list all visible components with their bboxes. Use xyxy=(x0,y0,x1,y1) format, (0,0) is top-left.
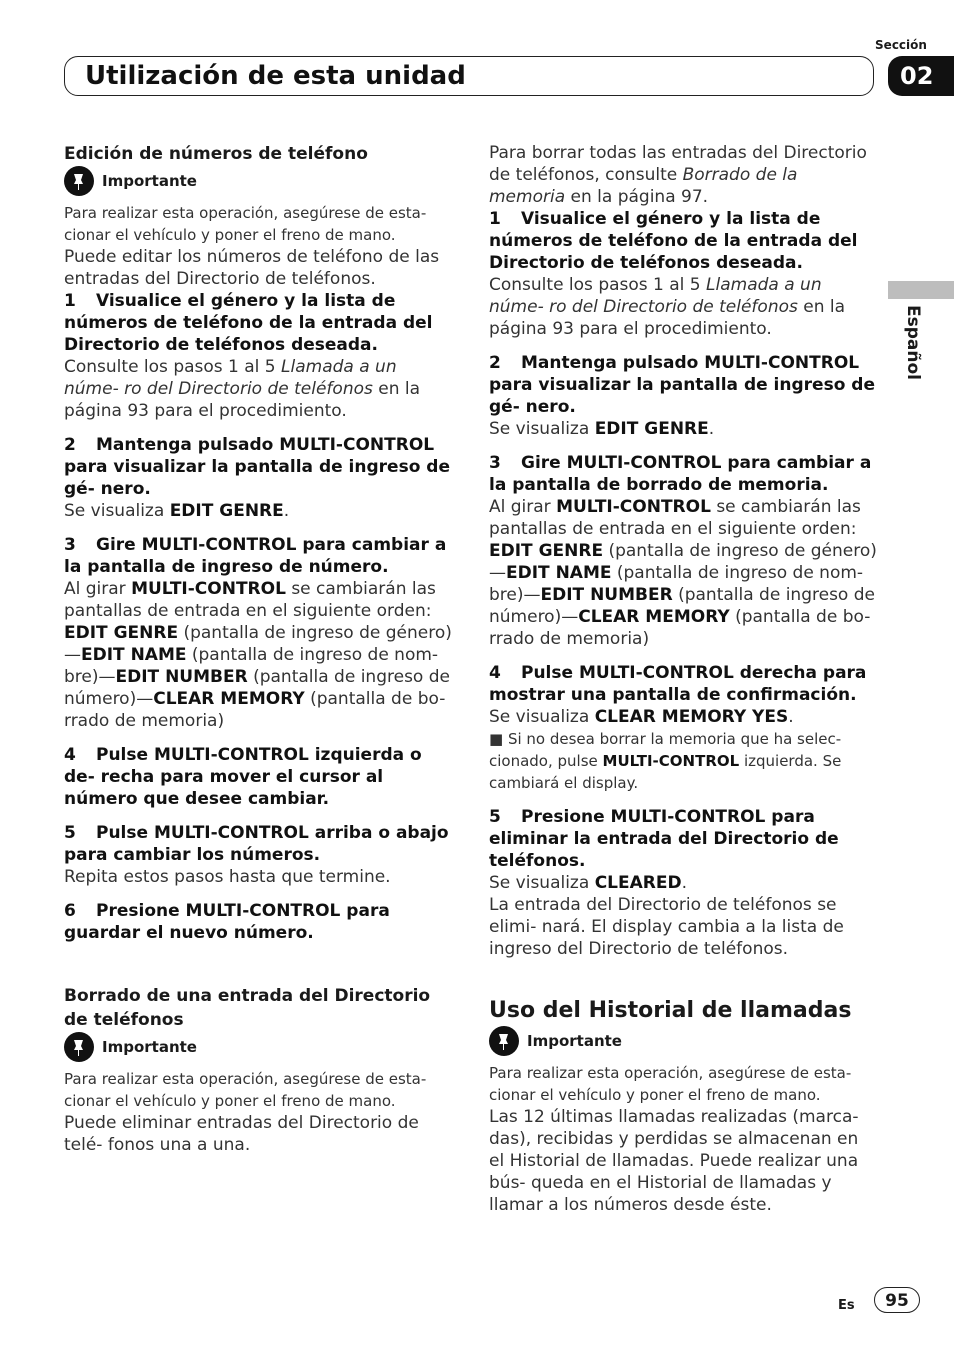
important-label: Importante xyxy=(527,1032,622,1050)
step-title: 1 Visualice el género y la lista de números de teléfono de la entrada del Directorio de teléfonos deseada. xyxy=(489,209,858,273)
important-callout xyxy=(64,1032,452,1062)
outro-paragraph: Las 12 últimas llamadas realizadas (marca- das), recibidas y perdidas se almacenan en el Historial de llamadas. Puede realizar una bús- queda en el Historial de llamadas y llamar a los números desde éste. xyxy=(489,1107,859,1215)
step-text: Repita estos pasos hasta que termine. xyxy=(64,867,391,887)
step-text: Consulte los pasos 1 al 5 Llamada a un núme- ro del Directorio de teléfonos en la página 93 para el procedimiento. xyxy=(64,357,421,421)
step-text: Se visualiza EDIT GENRE. xyxy=(64,501,290,521)
step xyxy=(489,806,877,960)
important-text: Para realizar esta operación, asegúrese de esta- cionar el vehículo y poner el freno de mano. xyxy=(64,1070,427,1110)
footer-language: Es xyxy=(838,1298,855,1313)
heading-delete-entry: Borrado de una entrada del Directorio de teléfonos xyxy=(64,986,431,1030)
step xyxy=(489,208,877,340)
step-title: 3 Gire MULTI-CONTROL para cambiar a la pantalla de ingreso de número. xyxy=(64,535,447,577)
step-title: 2 Mantenga pulsado MULTI-CONTROL para visualizar la pantalla de ingreso de gé- nero. xyxy=(489,353,875,417)
step-text: La entrada del Directorio de teléfonos se elimi- nará. El display cambia a la lista de ingreso del Directorio de teléfonos. xyxy=(489,895,844,959)
important-text: Para realizar esta operación, asegúrese de esta- cionar el vehículo y poner el freno de mano. xyxy=(489,1064,852,1104)
step xyxy=(489,452,877,650)
important-text: Para realizar esta operación, asegúrese de esta- cionar el vehículo y poner el freno de mano. xyxy=(64,204,427,244)
header-bar xyxy=(64,56,874,96)
heading-call-history: Uso del Historial de llamadas xyxy=(489,998,852,1023)
intro-paragraph: Puede editar los números de teléfono de las entradas del Directorio de teléfonos. xyxy=(64,247,440,289)
step-text: Al girar MULTI-CONTROL se cambiarán las pantallas de entrada en el siguiente orden: EDIT GENRE (pantalla de ingreso de género) —EDIT NAME (pantalla de ingreso de nom- bre)—EDIT NUMBER (pantalla de ingreso de número)—CLEAR MEMORY (pantalla de bo- rrado de memoria) xyxy=(64,579,452,731)
step-text: Se visualiza EDIT GENRE. xyxy=(489,419,715,439)
step xyxy=(64,290,452,422)
important-pin-icon xyxy=(64,1032,94,1062)
step-text: Se visualiza CLEARED. xyxy=(489,873,687,893)
step xyxy=(64,822,452,888)
step-title: 5 Presione MULTI-CONTROL para eliminar la entrada del Directorio de teléfonos. xyxy=(489,807,839,871)
step-title: 6 Presione MULTI-CONTROL para guardar el nuevo número. xyxy=(64,901,390,943)
left-column xyxy=(64,142,452,1156)
step-note: ■ Si no desea borrar la memoria que ha selec- cionado, pulse MULTI-CONTROL izquierda. Se cambiará el display. xyxy=(489,730,842,792)
right-column xyxy=(489,142,877,1216)
step-title: 4 Pulse MULTI-CONTROL izquierda o de- recha para mover el cursor al número que desee cambiar. xyxy=(64,745,422,809)
language-tab-bar xyxy=(888,281,954,299)
intro-paragraph: Puede eliminar entradas del Directorio de telé- fonos una a una. xyxy=(64,1113,419,1155)
section-number: 02 xyxy=(888,56,954,96)
step-title: 1 Visualice el género y la lista de números de teléfono de la entrada del Directorio de teléfonos deseada. xyxy=(64,291,433,355)
step xyxy=(489,662,877,794)
page-number: 95 xyxy=(874,1287,920,1313)
step-text: Consulte los pasos 1 al 5 Llamada a un núme- ro del Directorio de teléfonos en la página 93 para el procedimiento. xyxy=(489,275,846,339)
step xyxy=(64,744,452,810)
intro-paragraph: Para borrar todas las entradas del Directorio de teléfonos, consulte Borrado de la memoria en la página 97. xyxy=(489,143,867,207)
step xyxy=(64,900,452,944)
important-label: Importante xyxy=(102,172,197,190)
important-pin-icon xyxy=(489,1026,519,1056)
bullet-icon: ■ xyxy=(489,730,504,748)
section-label: Sección xyxy=(875,38,927,52)
step xyxy=(489,352,877,440)
step xyxy=(64,434,452,522)
important-callout xyxy=(489,1026,877,1056)
step-text: Al girar MULTI-CONTROL se cambiarán las pantallas de entrada en el siguiente orden: EDIT GENRE (pantalla de ingreso de género) —EDIT NAME (pantalla de ingreso de nom- bre)—EDIT NUMBER (pantalla de ingreso de número)—CLEAR MEMORY (pantalla de bo- rrado de memoria) xyxy=(489,497,877,649)
page-title: Utilización de esta unidad xyxy=(85,61,466,91)
important-pin-icon xyxy=(64,166,94,196)
important-callout xyxy=(64,166,452,196)
heading-edit-numbers: Edición de números de teléfono xyxy=(64,144,368,164)
step xyxy=(64,534,452,732)
important-label: Importante xyxy=(102,1038,197,1056)
step-title: 2 Mantenga pulsado MULTI-CONTROL para visualizar la pantalla de ingreso de gé- nero. xyxy=(64,435,450,499)
step-title: 5 Pulse MULTI-CONTROL arriba o abajo para cambiar los números. xyxy=(64,823,449,865)
language-tab-label: Español xyxy=(903,305,923,380)
step-title: 4 Pulse MULTI-CONTROL derecha para mostrar una pantalla de confirmación. xyxy=(489,663,867,705)
step-title: 3 Gire MULTI-CONTROL para cambiar a la pantalla de borrado de memoria. xyxy=(489,453,872,495)
step-text: Se visualiza CLEAR MEMORY YES. xyxy=(489,707,794,727)
